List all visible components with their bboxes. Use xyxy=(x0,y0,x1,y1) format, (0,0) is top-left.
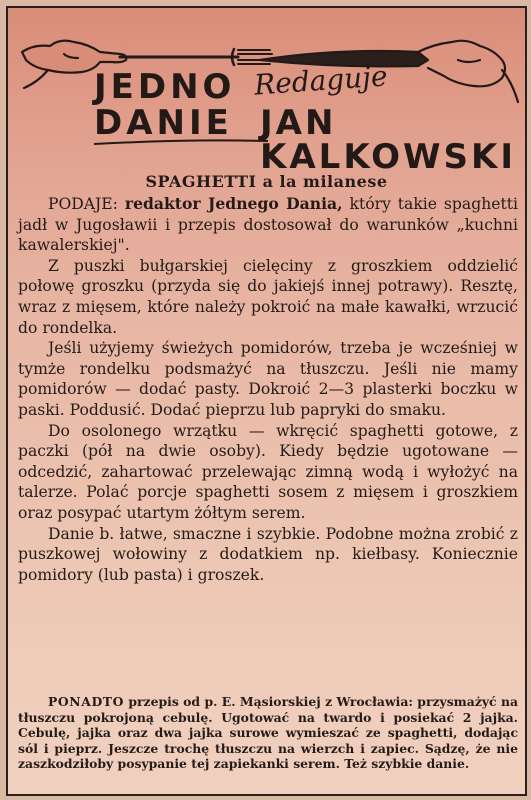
article-paragraph-intro xyxy=(18,194,518,256)
masthead-word-redaguje: Redaguje xyxy=(253,59,389,102)
article-body xyxy=(18,194,518,585)
masthead xyxy=(8,8,525,177)
additional-recipe-lead: PONADTO xyxy=(48,694,125,709)
article-paragraph: Danie b. łatwe, smaczne i szybkie. Podobne można zrobić z puszkowej wołowiny z dodatkiem np. kiełbasy. Koniecznie pomidory (lub pasta) i groszek. xyxy=(18,524,518,584)
masthead-editor-name: JAN KALKOWSKI xyxy=(260,103,517,177)
newspaper-column xyxy=(6,6,527,796)
article-paragraph: Jeśli użyjemy świeżych pomidorów, trzeba je wcześniej w tymże rondelku podsmażyć na tłuszczu. Jeśli nie mamy pomidorów — dodać pasty. Dokroić 2—3 plasterki boczku w paski. Poddusić. Dodać pieprzu lub papryki do smaku. xyxy=(18,339,518,419)
additional-recipe-paragraph xyxy=(18,694,518,772)
article-paragraph: Do osolonego wrzątku — wkręcić spaghetti gotowe, z paczki (pół na dwie osoby). Kiedy będzie ugotowane — odcedzić, zahartować przelewając zimną wodą i wyłożyć na talerze. Polać porcje spaghetti sosem z mięsem i groszkiem oraz posypać utartym żółtym serem. xyxy=(18,421,518,522)
intro-text: który takie spaghetti jadł w Jugosławii i przepis dostosował do warunków „kuchni kawalerskiej". xyxy=(18,195,518,255)
masthead-word-danie: DANIE xyxy=(94,103,233,143)
masthead-word-jedno: JEDNO xyxy=(94,67,236,107)
additional-recipe xyxy=(18,694,518,772)
intro-lead: PODAJE: xyxy=(48,195,118,213)
intro-author: redaktor Jednego Dania, xyxy=(124,194,343,213)
article-paragraph: Z puszki bułgarskiej cielęciny z groszkiem oddzielić połowę groszku (przyda się do jakiejś innej potrawy). Resztę, wraz z mięsem, które należy pokroić na małe kawałki, wrzucić do rondelka. xyxy=(18,256,518,337)
article-title: SPAGHETTI a la milanese xyxy=(145,172,388,191)
additional-recipe-text: przepis od p. E. Mąsiorskiej z Wrocławia: przysmażyć na tłuszczu pokrojoną cebulę. Ugotować na twardo i posiekać 2 jajka. Cebulę, jajka oraz dwa jajka surowe wymieszać ze spaghetti, dodając sól i pieprz. Jeszcze trochę tłuszczu na wierzch i zapiec. Sądzę, że nie zaszkodziłoby posypanie tej zapiekanki serem. Też szybkie danie. xyxy=(18,694,518,772)
